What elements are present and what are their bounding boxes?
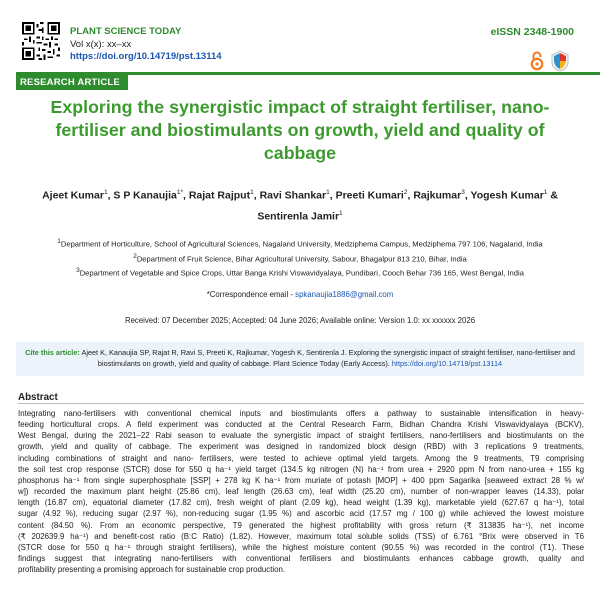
abstract-line: growth, yield and quality of cabbage. The experiment was designed in randomized block design (RBD) with 3 replications 9 treatments,: [18, 442, 584, 452]
affiliations: [20, 236, 580, 280]
title-line: fertiliser and biostimulants on growth, yield and quality of: [55, 120, 545, 140]
open-access-icon[interactable]: [530, 51, 544, 71]
header-icons: [530, 50, 570, 72]
author-affiliation-mark: 1: [543, 189, 548, 196]
citation-box: [16, 342, 584, 376]
abstract-line: content (84.50 %). From an economic perspective, T9 generated the highest profitability with gross return (₹ 313835 ha⁻¹), net income: [18, 520, 584, 530]
affiliation-text: Department of Fruit Science, Bihar Agricultural University, Sabour, Bhagalpur 813 210, Bihar, India: [136, 254, 467, 264]
author-name: Rajat Rajput: [188, 189, 251, 202]
abstract-body: [18, 408, 584, 575]
author-affiliation-mark: 2: [403, 189, 408, 196]
author-affiliation-mark: 1: [339, 209, 343, 217]
affiliation: [20, 236, 580, 251]
abstract-line: (STCR dose for 550 q ha⁻¹ through straight fertilisers), while the highest moisture content (90.55 %) was recorded in the control (T1). These: [18, 542, 584, 552]
abstract-line: phosphorus ha⁻¹ from single superphosphate [SSP] + 278 kg K ha⁻¹ from muriate of potash [MOP] + 400 ppm Sagarika [seaweed extract 28 % w/: [18, 475, 584, 485]
author-list: Ajeet Kumar$^1$, S P Kanaujia$^{1*}$, Rajat Rajput$^1$, Ravi Shankar$^1$, Preeti Kumari$^2$, Rajkumar$^3$, Yogesh Kumar$^1$ & Sentirenla Jamir$^1$: [42, 189, 558, 222]
affiliation-mark: 2: [133, 252, 137, 260]
abstract-divider: [18, 403, 584, 404]
abstract-line: length (16.87 cm), equatorial diameter (17.82 cm), fresh weight of plant (2.09 kg), head weight (1.39 kg), marketable yield (627.67 q ha⁻¹), total: [18, 498, 584, 508]
abstract-line: (₹ 202639.9 ha⁻¹) and benefit-cost ratio (B:C Ratio) (1.82). However, maximum total soluble solids (TSS) of 6.761 °Brix were observed in T6: [18, 531, 584, 541]
abstract-line: Integrating nano-fertilisers with conventional chemical inputs and biostimulants offers a pathway to sustainable intensification in heavy-: [18, 409, 584, 418]
journal-name: PLANT SCIENCE TODAY: [70, 26, 182, 37]
citation-label: Cite this article:: [25, 348, 80, 357]
eissn: eISSN 2348-1900: [490, 26, 574, 38]
journal-info: [70, 26, 222, 64]
author-affiliation-mark: 3: [461, 189, 465, 196]
affiliation: [20, 265, 580, 280]
abstract-line: w]) recorded the maximum plant height (25.86 cm), leaf length (26.63 cm), leaf width (25.20 cm), number of non-wrapper leaves (14.33), polar: [18, 487, 584, 497]
author-name: Sentirenla Jamir: [257, 210, 340, 222]
correspondence: [20, 290, 580, 299]
affiliation: [20, 251, 580, 266]
author-affiliation-mark: 1: [103, 189, 108, 196]
journal-doi-link[interactable]: https://doi.org/10.14719/pst.13114: [70, 51, 222, 62]
author-affiliation-mark: 1: [250, 189, 254, 196]
affiliation-text: Department of Vegetable and Spice Crops, Uttar Banga Krishi Viswavidyalaya, Pundibari, Cooch Behar 736 165, West Bengal, India: [79, 268, 524, 278]
title-line: Exploring the synergistic impact of straight fertiliser, nano-: [50, 97, 550, 117]
correspondence-email-link[interactable]: spkanaujia1886@gmail.com: [295, 290, 394, 299]
title-line: cabbage: [263, 143, 337, 163]
affiliation-text: Department of Horticulture, School of Agricultural Sciences, Nagaland University, Medziphema Campus, Medziphema 797 106, Nagaland, India: [60, 239, 543, 249]
correspondence-label: *Correspondence email -: [206, 290, 296, 299]
author-name: Preeti Kumari: [335, 189, 404, 202]
publication-dates: Received: 07 December 2025; Accepted: 04 June 2026; Available online: Version 1.0: xx xxxxxx 2026: [124, 316, 476, 325]
author-name: Yogesh Kumar: [470, 189, 544, 202]
abstract-line: findings suggest that integrating nano-fertilisers with conventional fertilisers and biostimulants enhances cabbage growth, quality and: [18, 554, 584, 564]
affiliation-mark: 1: [57, 238, 61, 245]
journal-volume: Vol x(x): xx–xx: [70, 38, 132, 50]
abstract-line: including combinations of straight and nano- fertilisers, were tested to achieve optimal yield targets. Among the 9 treatments, T9 comprising: [18, 453, 584, 463]
abstract-line: the soil test crop response (STCR) dose for 550 q ha⁻¹ yield target (134.5 kg nitrogen (N) ha⁻¹ from urea + 2920 ppm N from nano-urea + 155 kg: [18, 464, 584, 474]
author-name: Ajeet Kumar: [42, 189, 104, 202]
check-for-updates-icon[interactable]: [550, 50, 570, 72]
abstract-line: feeding horticultural crops. A field experiment was conducted at the Central Research Farm, Bidhan Chandra Krishi Viswavidyalaya (BCKV),: [18, 420, 584, 430]
citation-text: Ajeet K, Kanaujia SP, Rajat R, Ravi S, Preeti K, Rajkumar, Yogesh K, Sentirenla J. Exploring the synergistic impact of straight fertiliser, nano-fertiliser and biostimulants on growth, yield and quality of cabbage. Plant Science Today (Early Access).: [79, 348, 575, 368]
journal-header: [0, 0, 600, 72]
abstract-heading: Abstract: [18, 392, 58, 403]
author-affiliation-mark: 1*: [176, 189, 183, 196]
citation-doi-link[interactable]: https://doi.org/10.14719/pst.13114: [391, 359, 503, 368]
abstract-line: West Bengal, during the 2021–22 Rabi season to evaluate the synergistic impact of straight fertilisers, nano-fertilisers and biostimulants on the: [18, 431, 584, 441]
abstract-line: sugar (4.92 %), reducing sugar (2.97 %), non-reducing sugar (1.95 %) and ascorbic acid (17.57 mg / 100 g) while achieved the lowest moisture: [18, 509, 584, 519]
qr-code-icon[interactable]: [22, 22, 60, 60]
article-type-badge: RESEARCH ARTICLE: [16, 75, 128, 90]
article-title: [30, 96, 570, 165]
author-name: Rajkumar: [413, 189, 462, 202]
abstract-line: profitability presenting a promising approach for sustainable crop production.: [18, 565, 286, 575]
author-name: S P Kanaujia: [113, 189, 177, 202]
author-affiliation-mark: 1: [326, 189, 330, 196]
affiliation-mark: 3: [76, 267, 80, 275]
author-name: Ravi Shankar: [259, 189, 327, 202]
